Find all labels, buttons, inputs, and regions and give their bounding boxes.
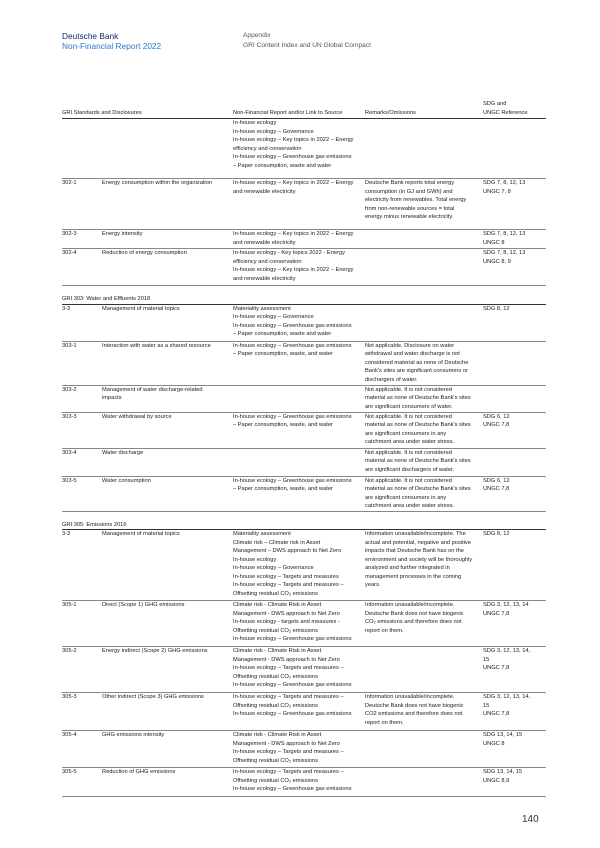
source-link-line: Climate risk - Climate Risk in Asset (233, 602, 322, 608)
remarks-line: CO₂ emissions and therefore does not (365, 619, 462, 625)
disclosure-code: 305-2 (62, 648, 77, 654)
disclosure-code: 303-3 (62, 413, 77, 420)
source-link-line: Management - DWS approach to Net Zero (233, 740, 340, 747)
remarks-line: Information unavailable/incomplete. The (365, 531, 466, 537)
source-link-line: Offsetting residual CO₂ emissions (233, 627, 318, 634)
report-title: Non-Financial Report 2022 (62, 41, 162, 51)
remarks-line: catchment area under water stress. (365, 503, 455, 509)
source-link-line: Materiality assessment (233, 531, 291, 537)
source-link-line: – Paper consumption, waste and water (233, 162, 332, 169)
remarks-line: consumption (in GJ and GWh) and (365, 188, 453, 195)
remarks-line: report on them. (365, 627, 404, 634)
sdg-reference-line: SDG 7, 8, 12, 13 (483, 180, 526, 186)
source-link-line: Offsetting residual CO₂ emissions (233, 590, 318, 597)
sdg-reference-line: SDG 13, 14, 15 (483, 769, 523, 775)
disclosure-code: 305-5 (62, 769, 77, 775)
remarks-line: material as none of Deutsche Bank's sites (365, 458, 471, 464)
sdg-reference-line: UNGC 8, 9 (483, 258, 511, 265)
source-link (233, 305, 365, 339)
disclosure-title-line: Direct (Scope 1) GHG emissions (102, 602, 185, 608)
source-link-line: In-house ecology – Key topics in 2022 – Energy (233, 137, 354, 143)
remarks-line: material as none of Deutsche Bank's sites (365, 422, 471, 428)
disclosure-title-line: Other indirect (Scope 3) GHG emissions (102, 694, 204, 700)
sdg-reference (483, 647, 546, 673)
source-link (233, 413, 365, 430)
source-link-line: Climate risk - Climate Risk in Asset (233, 732, 322, 738)
sdg-reference-line: SDG 3, 12, 13, 14 (483, 602, 529, 608)
disclosure-title-line: Water consumption (102, 477, 151, 484)
table-row (62, 386, 546, 413)
disclosure-title (102, 413, 232, 422)
source-link-line: In-house ecology – Greenhouse gas emissions (233, 322, 352, 329)
disclosure-title-line: GHG emissions intensity (102, 732, 165, 738)
disclosure-title-line: Energy intensity (102, 231, 143, 237)
sdg-reference-line: SDG 6, 12 (483, 413, 510, 420)
source-link-line: In-house ecology – Targets and measures – (233, 582, 344, 588)
source-link (233, 342, 365, 359)
disclosure-title-line: Reduction of GHG emissions (102, 769, 176, 775)
source-link-line: In-house ecology – Targets and measures (233, 573, 339, 580)
sdg-reference (483, 477, 546, 494)
source-link-line: Materiality assessment (233, 305, 291, 312)
remarks-line: Deutsche Bank does not have biogenic (365, 610, 464, 617)
sdg-reference-line: UNGC 8 (483, 239, 505, 246)
source-link-line: In-house ecology – Targets and measures – (233, 769, 344, 775)
table-row (62, 693, 546, 731)
source-link-line: – Paper consumption, waste and water (233, 331, 332, 337)
table-row (62, 249, 546, 286)
section-header (243, 31, 371, 50)
sdg-reference (483, 413, 546, 430)
source-link (233, 119, 365, 170)
disclosure-title-line: Reduction of energy consumption (102, 250, 187, 256)
remarks-line: withdrawal and water discharge is not (365, 351, 460, 357)
sdg-reference-line: SDG 7, 8, 12, 13 (483, 231, 526, 237)
sdg-reference-line: UNGC 7,8 (483, 665, 510, 671)
source-link-line: In-house ecology – Targets and measures – (233, 694, 344, 700)
sdg-reference (483, 601, 546, 618)
disclosure-title (102, 477, 232, 486)
table-row (62, 179, 546, 230)
source-link-line: In-house ecology – Greenhouse gas emissions (233, 711, 352, 717)
disclosure-title (102, 601, 232, 610)
disclosure-title (102, 342, 232, 351)
source-link (233, 477, 365, 494)
sdg-reference (483, 768, 546, 785)
source-link-line: In-house ecology - Key topics 2022 - Energy (233, 250, 345, 256)
header-standards: GRI Standards and Disclosures (62, 109, 142, 116)
source-link-line: and renewable electricity (233, 275, 296, 282)
sdg-reference-line: UNGC 7,8 (483, 486, 510, 492)
sdg-reference (483, 249, 546, 266)
source-link-line: In-house ecology - targets and measures - (233, 619, 340, 625)
remarks-line: energy minus renewable electricity. (365, 214, 454, 220)
source-link-line: In-house ecology – Greenhouse gas emissions (233, 682, 352, 688)
disclosure-title-line: Management of water discharge-related (102, 386, 203, 393)
remarks-line: actual and potential, negative and positive (365, 539, 471, 546)
disclosure-title (102, 249, 232, 258)
disclosure-code: 302-1 (62, 180, 77, 186)
disclosure-code: 303-5 (62, 477, 77, 484)
remarks-line: Deutsche Bank does not have biogenic (365, 702, 464, 709)
sdg-reference (483, 731, 546, 748)
disclosure-code: 302-4 (62, 250, 77, 256)
section-title: Appendix (243, 32, 271, 39)
header-source: Non-Financial Report and/or Link to Source (233, 109, 343, 116)
source-link-line: In-house ecology – Governance (233, 128, 314, 135)
sdg-reference (483, 693, 546, 719)
source-link-line: In-house ecology – Targets and measures – (233, 749, 344, 755)
disclosure-code: 305-4 (62, 732, 77, 738)
sdg-reference-line: SDG 3, 12, 13, 14, (483, 694, 531, 700)
disclosure-title (102, 768, 232, 777)
remarks-line: are significant dischargers of water. (365, 466, 455, 473)
table-row (62, 768, 546, 797)
source-link-line: Offsetting residual CO₂ emissions (233, 702, 318, 709)
remarks-line: management processes in the coming (365, 573, 462, 580)
source-link (233, 731, 365, 765)
source-link-line: In-house ecology – Greenhouse gas emissions (233, 477, 352, 484)
section-heading-text: GRI 303: Water and Effluents 2018 (62, 296, 151, 302)
source-link-line: In-house ecology – Greenhouse gas emissions (233, 413, 352, 420)
remarks-line: environment and society will be thoroughly (365, 556, 473, 563)
disclosure-title (102, 386, 232, 403)
disclosure-title-line: Water discharge (102, 449, 144, 456)
sdg-reference-line: SDG 13, 14, 15 (483, 732, 523, 738)
remarks-line: catchment area under water stress. (365, 439, 455, 445)
table-row (62, 119, 546, 179)
disclosure-title (102, 179, 232, 188)
source-link (233, 601, 365, 644)
source-link-line: In-house ecology (233, 556, 277, 563)
source-link-line: In-house ecology – Greenhouse gas emissions (233, 154, 352, 160)
remarks-line: Not applicable. Disclosure on water (365, 342, 455, 349)
source-link-line: Management - DWS approach to Net Zero (233, 656, 340, 663)
disclosure-title-line: Interaction with water as a shared resource (102, 342, 211, 349)
source-link-line: Climate risk – Climate risk in Asset (233, 539, 321, 546)
disclosure-title (102, 530, 232, 539)
source-link-line: Offsetting residual CO₂ emissions (233, 673, 318, 680)
source-link-line: Climate risk - Climate Risk in Asset (233, 648, 322, 654)
remarks (365, 530, 483, 590)
disclosure-title-line: Water withdrawal by source (102, 413, 172, 420)
disclosure-code: 303-4 (62, 449, 77, 456)
remarks (365, 179, 483, 222)
source-link-line: – Paper consumption, waste, and water (233, 351, 333, 357)
disclosure-title-line: Management of material topics (102, 305, 180, 312)
remarks-line: considered material as none of Deutsche (365, 359, 469, 366)
sdg-reference-line: UNGC 7,8 (483, 711, 510, 717)
source-link-line: – Paper consumption, waste, and water (233, 422, 333, 428)
source-link-line: In-house ecology – Targets and measures – (233, 665, 344, 671)
sdg-reference-line: SDG 8, 12 (483, 531, 510, 537)
table-row (62, 413, 546, 449)
sdg-reference-line: UNGC 7,8 (483, 610, 510, 617)
source-link-line: In-house ecology – Greenhouse gas emissions (233, 342, 352, 349)
disclosure-code: 303-1 (62, 342, 77, 349)
disclosure-code: 3-3 (62, 531, 71, 537)
source-link-line: In-house ecology – Key topics in 2022 – Energy (233, 180, 354, 186)
table-row (62, 449, 546, 477)
sdg-reference (483, 230, 546, 247)
header-sdg-line: UNGC Reference (483, 109, 528, 116)
source-link-line: Management - DWS approach to Net Zero (233, 610, 340, 617)
sdg-reference-line: UNGC 8 (483, 740, 505, 747)
remarks (365, 601, 483, 635)
remarks-line: Deutsche Bank reports total energy (365, 180, 455, 186)
source-link-line: – Paper consumption, waste, and water (233, 486, 333, 492)
disclosure-title-line: Energy consumption within the organization (102, 180, 213, 186)
table-row (62, 342, 546, 386)
source-link (233, 647, 365, 690)
remarks-line: report on them. (365, 719, 404, 726)
disclosure-title-line: Management of material topics (102, 531, 180, 537)
remarks (365, 413, 483, 447)
page-number: 140 (522, 814, 539, 825)
remarks-line: impacts that Deutsche Bank has on the (365, 548, 464, 554)
table-row (62, 230, 546, 249)
source-link-line: In-house ecology – Greenhouse gas emissions (233, 786, 352, 792)
table-header (62, 100, 546, 119)
header-sdg (483, 100, 528, 117)
remarks-line: from non-renewable sources = total (365, 205, 455, 212)
source-link (233, 530, 365, 598)
disclosure-code: 3-3 (62, 305, 71, 312)
source-link-line: Offsetting residual CO₂ emissions (233, 757, 318, 764)
source-link-line: and renewable electricity (233, 188, 296, 195)
source-link-line: In-house ecology – Greenhouse gas emissions (233, 636, 352, 642)
remarks-line: Not applicable. It is not considered (365, 449, 452, 456)
brand-name: Deutsche Bank (62, 31, 119, 41)
gri-content-table (62, 100, 546, 797)
remarks-line: Not applicable. It is not considered (365, 386, 452, 393)
remarks (365, 477, 483, 511)
header-remarks: Remarks/Omissions (365, 109, 416, 116)
source-link-line: In-house ecology (233, 120, 277, 126)
section-heading-text: GRI 305: Emissions 2016 (62, 521, 127, 528)
header-sdg-line: SDG and (483, 101, 507, 107)
remarks-line: material as none of Deutsche Bank's sites (365, 486, 471, 492)
disclosure-title (102, 693, 232, 702)
sdg-reference-line: UNGC 7,8 (483, 422, 510, 428)
source-link-line: Offsetting residual CO₂ emissions (233, 777, 318, 784)
disclosure-title (102, 647, 232, 656)
remarks (365, 449, 483, 475)
sdg-reference-line: 15 (483, 702, 490, 709)
source-link (233, 230, 365, 247)
section-heading (62, 286, 546, 305)
disclosure-code: 303-2 (62, 386, 77, 393)
sdg-reference-line: SDG 8, 12 (483, 305, 510, 312)
sdg-reference-line: SDG 6, 12 (483, 477, 510, 484)
source-link (233, 768, 365, 794)
source-link-line: efficiency and conservation (233, 258, 302, 265)
disclosure-code: 305-3 (62, 694, 77, 700)
remarks-line: Information unavailable/incomplete. (365, 602, 455, 608)
sdg-reference (483, 530, 546, 539)
disclosure-title-line: Energy indirect (Scope 2) GHG emissions (102, 648, 208, 654)
disclosure-code: 302-3 (62, 231, 77, 237)
remarks (365, 342, 483, 385)
remarks-line: Bank's sites are significant consumers or (365, 368, 468, 374)
remarks-line: are significant consumers of water. (365, 403, 453, 410)
table-row (62, 647, 546, 693)
remarks-line: analyzed and further integrated in (365, 565, 450, 571)
disclosure-title (102, 731, 232, 740)
remarks (365, 693, 483, 727)
table-row (62, 305, 546, 342)
sdg-reference (483, 305, 546, 314)
table-row (62, 601, 546, 647)
sdg-reference-line: SDG 7, 8, 12, 13 (483, 250, 526, 256)
source-link (233, 249, 365, 283)
remarks-line: are significant consumers in any (365, 430, 447, 437)
source-link-line: and renewable electricity (233, 239, 296, 246)
remarks-line: Information unavailable/incomplete. (365, 694, 455, 700)
remarks-line: years. (365, 582, 381, 588)
table-body (62, 119, 546, 797)
remarks-line: electricity from renewables. Total energy (365, 197, 467, 203)
remarks-line: Not applicable. It is not considered (365, 413, 452, 420)
remarks (365, 386, 483, 412)
disclosure-code: 305-1 (62, 602, 77, 608)
disclosure-title (102, 230, 232, 239)
sdg-reference-line: UNGC 8,9 (483, 777, 510, 784)
remarks-line: Not applicable. It is not considered (365, 477, 452, 484)
source-link-line: In-house ecology – Governance (233, 565, 314, 571)
section-heading (62, 512, 546, 531)
disclosure-title-line: impacts (102, 395, 122, 401)
source-link (233, 693, 365, 719)
remarks-line: material as none of Deutsche Bank's sites (365, 395, 471, 401)
table-row (62, 530, 546, 601)
sdg-reference-line: 15 (483, 656, 490, 663)
source-link-line: In-house ecology – Key topics in 2022 – Energy (233, 267, 354, 273)
source-link-line: efficiency and conservation (233, 145, 302, 152)
remarks-line: are significant consumers in any (365, 494, 447, 501)
subsection-title: GRI Content Index and UN Global Compact (243, 41, 371, 49)
disclosure-title (102, 449, 232, 458)
disclosure-title (102, 305, 232, 314)
table-row (62, 731, 546, 768)
sdg-reference (483, 179, 546, 196)
source-link (233, 179, 365, 196)
sdg-reference-line: SDG 3, 12, 13, 14, (483, 648, 531, 654)
sdg-reference-line: UNGC 7, 8 (483, 188, 511, 195)
source-link-line: In-house ecology – Key topics in 2022 – Energy (233, 231, 354, 237)
remarks-line: CO2 emissions and therefore does not (365, 711, 463, 717)
report-header (62, 31, 161, 51)
table-row (62, 477, 546, 512)
source-link-line: Management – DWS approach to Net Zero (233, 548, 342, 554)
remarks-line: dischargers of water. (365, 376, 418, 383)
source-link-line: In-house ecology – Governance (233, 314, 314, 320)
